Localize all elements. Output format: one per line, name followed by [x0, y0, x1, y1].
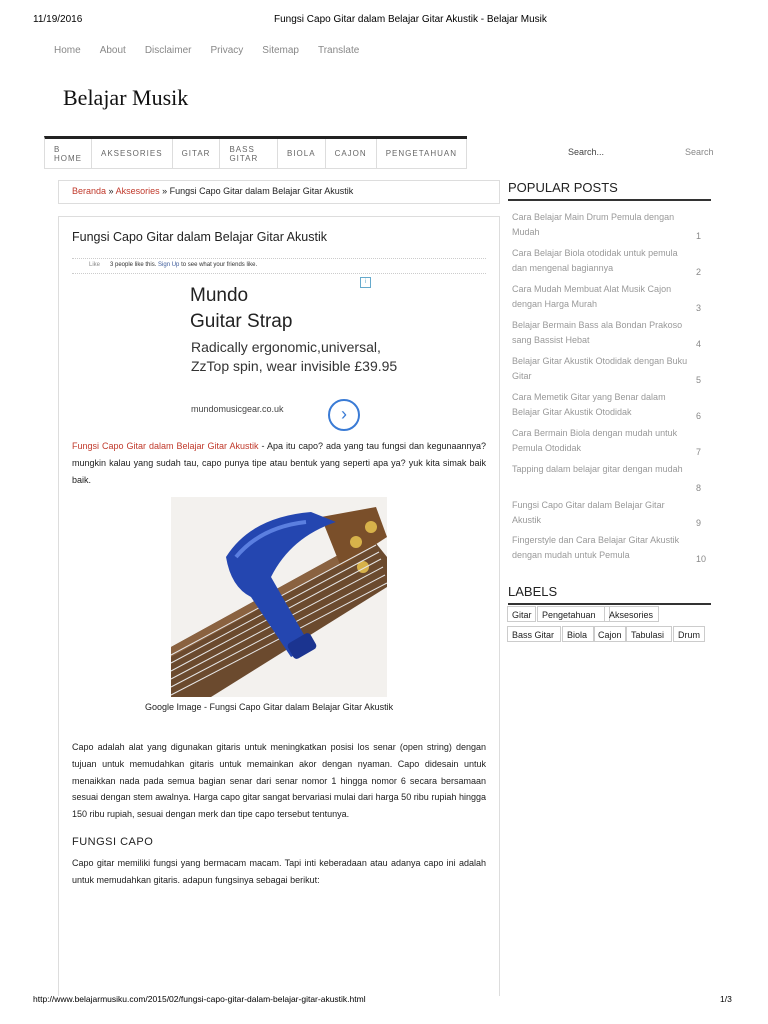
label-bass-gitar[interactable]: Bass Gitar	[507, 626, 561, 642]
label-gitar[interactable]: Gitar	[507, 606, 536, 622]
breadcrumb-category[interactable]: Aksesories	[115, 186, 160, 196]
popular-post-number: 2	[696, 267, 702, 277]
print-date: 11/19/2016	[33, 14, 83, 25]
popular-post-10[interactable]: Fingerstyle dan Cara Belajar Gitar Akustik dengan mudah untuk Pemula	[512, 535, 680, 560]
image-caption: Google Image - Fungsi Capo Gitar dalam Belajar Gitar Akustik	[145, 702, 394, 712]
main-nav	[44, 136, 467, 169]
popular-post-2[interactable]: Cara Belajar Biola otodidak untuk pemula dan mengenal bagiannya	[512, 248, 678, 273]
popular-post-number: 8	[696, 483, 702, 493]
print-url: http://www.belajarmusiku.com/2015/02/fungsi-capo-gitar-dalam-belajar-gitar-akustik.html	[33, 994, 366, 1004]
popular-post-7[interactable]: Cara Bermain Biola dengan mudah untuk Pemula Otodidak	[512, 428, 678, 453]
popular-post-5[interactable]: Belajar Gitar Akustik Otodidak dengan Buku Gitar	[512, 356, 688, 381]
top-nav-about[interactable]: About	[99, 45, 126, 56]
breadcrumb-separator: »	[162, 186, 168, 196]
label-drum[interactable]: Drum	[673, 626, 705, 642]
top-nav-sitemap[interactable]: Sitemap	[262, 45, 299, 56]
ad-headline[interactable]	[190, 283, 292, 335]
popular-post-number: 6	[696, 411, 702, 421]
breadcrumb-home[interactable]: Beranda	[72, 186, 107, 196]
like-text	[110, 262, 257, 268]
like-count-text: 3 people like this.	[110, 262, 157, 268]
popular-post-4[interactable]: Belajar Bermain Bass ala Bondan Prakoso sang Bassist Hebat	[512, 320, 683, 345]
popular-post-3[interactable]: Cara Mudah Membuat Alat Musik Cajon dengan Harga Murah	[512, 284, 672, 309]
top-nav-disclaimer[interactable]: Disclaimer	[144, 45, 192, 56]
label-tabulasi[interactable]: Tabulasi	[626, 626, 672, 642]
ad-headline-line1: Mundo	[190, 285, 249, 306]
post-title: Fungsi Capo Gitar dalam Belajar Gitar Akustik	[72, 230, 327, 244]
search-button[interactable]: Search	[685, 147, 714, 157]
ad-body: Radically ergonomic,universal, ZzTop spin, wear invisible £39.95	[191, 339, 398, 374]
popular-posts-heading: POPULAR POSTS	[508, 180, 711, 201]
label-biola[interactable]: Biola	[562, 626, 595, 642]
breadcrumb	[58, 180, 500, 204]
like-button[interactable]: Like	[89, 262, 101, 268]
print-title: Fungsi Capo Gitar dalam Belajar Gitar Akustik - Belajar Musik	[274, 14, 547, 25]
site-title[interactable]: Belajar Musik	[63, 85, 189, 110]
like-text-tail: to see what your friends like.	[181, 262, 258, 268]
main-nav-pengetahuan[interactable]: PENGETAHUAN	[377, 139, 467, 169]
popular-post-8[interactable]: Tapping dalam belajar gitar dengan mudah	[512, 464, 683, 474]
intro-link[interactable]: Fungsi Capo Gitar dalam Belajar Gitar Akustik	[72, 441, 259, 451]
section-heading: FUNGSI CAPO	[72, 836, 154, 848]
popular-post-number: 10	[696, 554, 707, 564]
intro-paragraph	[72, 438, 486, 488]
search-input[interactable]: Search...	[568, 147, 605, 157]
main-nav-gitar[interactable]: GITAR	[173, 139, 221, 169]
top-nav-privacy[interactable]: Privacy	[210, 45, 244, 56]
label-pengetahuan[interactable]: Pengetahuan	[537, 606, 610, 622]
label-aksesories[interactable]: Aksesories	[604, 606, 659, 622]
ad-headline-line2: Guitar Strap	[190, 311, 293, 332]
label-cajon[interactable]: Cajon	[593, 626, 626, 642]
main-nav-biola[interactable]: BIOLA	[278, 139, 326, 169]
popular-post-number: 5	[696, 375, 702, 385]
popular-post-6[interactable]: Cara Memetik Gitar yang Benar dalam Belajar Gitar Akustik Otodidak	[512, 392, 666, 417]
breadcrumb-current: Fungsi Capo Gitar dalam Belajar Gitar Akustik	[169, 186, 354, 196]
paragraph-fungsi: Capo gitar memiliki fungsi yang bermacam macam. Tapi inti keberadaan atau adanya capo ini adalah untuk memudahkan gitaris. adapun fungsinya sebagai berikut:	[72, 858, 486, 885]
labels-heading: LABELS	[508, 584, 711, 605]
main-nav-aksesories[interactable]: AKSESORIES	[92, 139, 173, 169]
signup-link[interactable]: Sign Up	[158, 262, 180, 268]
popular-post-number: 7	[696, 447, 702, 457]
popular-post-number: 3	[696, 303, 702, 313]
facebook-like-bar	[72, 258, 486, 274]
chevron-right-icon[interactable]: ›	[328, 399, 360, 431]
popular-post-1[interactable]: Cara Belajar Main Drum Pemula dengan Mudah	[512, 212, 675, 237]
capo-image	[171, 497, 387, 697]
popular-post-number: 9	[696, 518, 702, 528]
popular-post-number: 1	[696, 231, 702, 241]
top-nav-home[interactable]: Home	[54, 45, 81, 56]
print-page-number: 1/3	[720, 994, 732, 1004]
adchoices-icon[interactable]: i	[360, 277, 371, 288]
main-nav-home[interactable]: B HOME	[45, 139, 92, 169]
popular-post-9[interactable]: Fungsi Capo Gitar dalam Belajar Gitar Akustik	[512, 500, 665, 525]
main-nav-bass-gitar[interactable]: BASS GITAR	[220, 139, 278, 169]
breadcrumb-separator: »	[108, 186, 114, 196]
paragraph-capo: Capo adalah alat yang digunakan gitaris untuk meningkatkan posisi los senar (open string) dengan tujuan untuk memudahkan gitaris untuk memainkan akor dengan nyaman. Capo didesain untuk menaikkan nada pada semua bagian senar dari senar nomor 1 hingga nomor 6 secara bersamaan sesuai dengan stem awalnya. Harga capo gitar sangat bervariasi mulai dari harga 50 ribu rupiah hingga 150 ribu rupiah, sesuai dengan merk dan tipe capo tersebut tentunya.	[72, 742, 486, 820]
intro-text: - Apa itu capo? ada yang tau fungsi dan kegunaannya? mungkin kalau yang sudah tau, capo punya tipe atau bentuk yang seperti apa ya? yuk kita simak baik baik.	[72, 441, 486, 485]
top-nav	[54, 45, 378, 56]
ad-url[interactable]: mundomusicgear.co.uk	[191, 404, 284, 414]
top-nav-translate[interactable]: Translate	[317, 45, 360, 56]
main-nav-cajon[interactable]: CAJON	[326, 139, 377, 169]
popular-post-number: 4	[696, 339, 702, 349]
